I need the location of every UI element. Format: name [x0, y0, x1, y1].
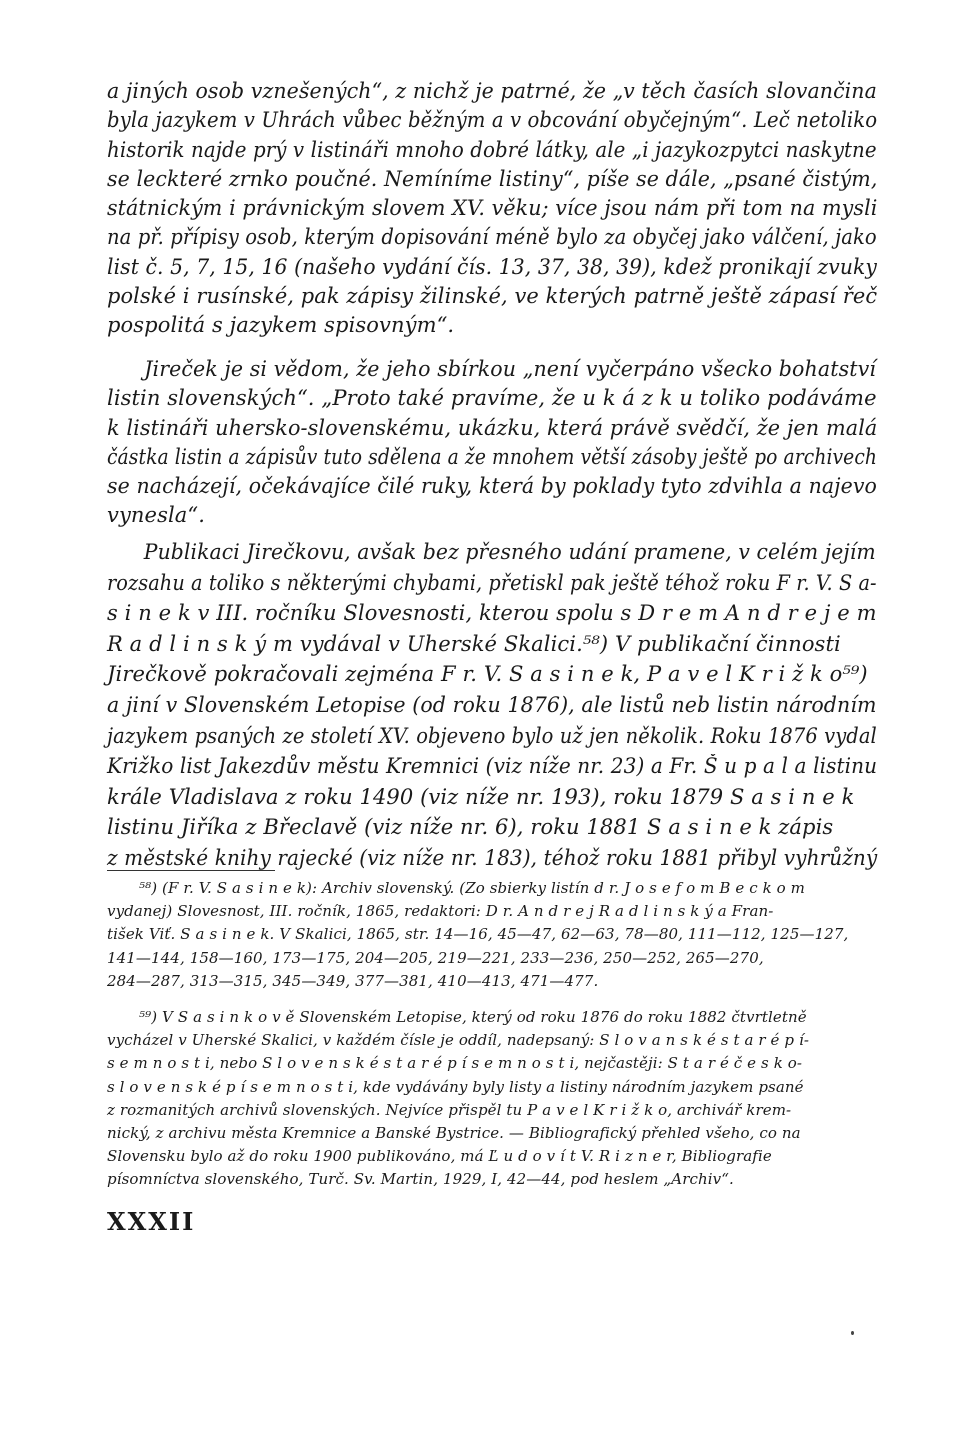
text-line: se leckteré zrnko poučné. Nemíníme listiny“, píše se dále, „psané čistým,	[107, 166, 878, 191]
footnote-59	[107, 1006, 877, 1192]
text-line: a jiných osob vznešených“, z nichž je patrné, že „v těch časích slovančina	[107, 79, 877, 103]
page-number: XXXII	[107, 1207, 196, 1236]
body-paragraph-2	[107, 355, 877, 531]
footnote-line: 141—144, 158—160, 173—175, 204—205, 219—221, 233—236, 250—252, 265—270,	[107, 948, 764, 967]
footnote-line: s l o v e n s k é p í s e m n o s t i, kde vydávány byly listy a listiny národním jazykem psané	[107, 1077, 804, 1096]
text-line: k listináři uhersko-slovenskému, ukázku, která právě svědčí, že jen malá	[107, 415, 878, 440]
text-line: Križko list Jakezdův městu Kremnici (viz níže nr. 23) a Fr. Š u p a l a listinu	[107, 754, 878, 779]
text-line: pospolitá s jazykem spisovným“.	[107, 313, 455, 338]
text-line: list č. 5, 7, 15, 16 (našeho vydání čís. 13, 37, 38, 39), kdež pronikají zvuky	[107, 254, 877, 279]
footnote-line: písomníctva slovenského, Turč. Sv. Martin, 1929, I, 42—44, pod heslem „Archiv“.	[107, 1170, 734, 1189]
footnote-separator	[107, 870, 275, 871]
footnote-line: vydanej) Slovesnost, III. ročník, 1865, redaktori: D r. A n d r e j R a d l i n s k ý a Fran-	[107, 902, 774, 921]
text-line: polské i rusínské, pak zápisy žilinské, ve kterých patrně ještě zápasí řeč	[107, 284, 878, 309]
text-line: na př. přípisy osob, kterým dopisování méně bylo za obyčej jako válčení, jako	[107, 225, 877, 250]
text-line: byla jazykem v Uhrách vůbec běžným a v obcování obyčejným“. Leč netoliko	[107, 108, 878, 133]
text-line: a jiní v Slovenském Letopise (od roku 1876), ale listů neb listin národním	[107, 692, 877, 717]
text-line: s i n e k v III. ročníku Slovesnosti, kterou spolu s D r e m A n d r e j e m	[107, 601, 877, 626]
text-line: státnickým i právnickým slovem XV. věku; více jsou nám při tom na mysli	[107, 196, 878, 221]
footnote-line: vycházel v Uherské Skalici, v každém čísle je oddíl, nadepsaný: S l o v a n s k é s t a r é p í-	[107, 1031, 810, 1050]
footnote-line: z rozmanitých archivů slovenských. Nejvíce přispěl tu P a v e l K r i ž k o, archivář krem-	[107, 1100, 792, 1119]
body-paragraph-1	[107, 77, 877, 341]
print-speck	[851, 1331, 854, 1335]
text-line: jazykem psaných ze století XV. objeveno bylo už jen několik. Roku 1876 vydal	[107, 723, 877, 748]
text-line: vynesla“.	[107, 503, 206, 528]
text-line: listin slovenských“. „Proto také pravíme, že u k á z k u toliko podáváme	[107, 386, 877, 411]
text-line: R a d l i n s k ý m vydával v Uherské Skalici.⁵⁸) V publikační činnosti	[107, 631, 841, 656]
text-line: listinu Jiříka z Břeclavě (viz níže nr. 6), roku 1881 S a s i n e k zápis	[107, 815, 834, 840]
text-line: krále Vladislava z roku 1490 (viz níže nr. 193), roku 1879 S a s i n e k	[107, 784, 855, 809]
footnote-line: 284—287, 313—315, 345—349, 377—381, 410—413, 471—477.	[107, 971, 599, 990]
footnote-line: ⁵⁸) (F r. V. S a s i n e k): Archiv slovenský. (Zo sbierky listín d r. J o s e f o m B e c k o m	[139, 879, 805, 897]
footnote-line: tišek Viť. S a s i n e k. V Skalici, 1865, str. 14—16, 45—47, 62—63, 78—80, 111—112, 125—127,	[107, 925, 849, 944]
text-line: z městské knihy rajecké (viz níže nr. 183), téhož roku 1881 přibyl vyhrůžný	[107, 845, 878, 870]
text-line: Publikaci Jirečkovu, avšak bez přesného udání pramene, v celém jejím	[143, 540, 876, 564]
footnote-line: nický, z archivu města Kremnice a Banské Bystrice. — Bibliografický přehled všeho, co na	[107, 1123, 801, 1142]
text-line: rozsahu a toliko s některými chybami, přetiskl pak ještě téhož roku F r. V. S a-	[107, 570, 877, 595]
footnote-line: ⁵⁹) V S a s i n k o v ě Slovenském Letopise, který od roku 1876 do roku 1882 čtvrtletně	[139, 1008, 807, 1026]
footnote-58	[107, 877, 877, 993]
text-line: Jirečkově pokračovali zejména F r. V. S a s i n e k, P a v e l K r i ž k o⁵⁹)	[107, 662, 868, 687]
footnote-line: s e m n o s t i, nebo S l o v e n s k é s t a r é p í s e m n o s t i, nejčastěji: S t a r é č e s k o-	[107, 1054, 803, 1073]
text-line: se nacházejí, očekávajíce čilé ruky, která by poklady tyto zdvihla a najevo	[107, 474, 877, 499]
footnote-line: Slovensku bylo až do roku 1900 publikováno, má Ľ u d o v í t V. R i z n e r, Bibliografie	[107, 1147, 772, 1166]
text-line: Jireček je si vědom, že jeho sbírkou „není vyčerpáno všecko bohatství	[144, 357, 876, 381]
text-line: částka listin a zápisův tuto sdělena a že mnohem větší zásoby ještě po archivech	[107, 444, 878, 469]
body-paragraph-3	[107, 537, 877, 874]
text-line: historik najde prý v listináři mnoho dobré látky, ale „i jazykozpytci naskytne	[107, 137, 877, 162]
